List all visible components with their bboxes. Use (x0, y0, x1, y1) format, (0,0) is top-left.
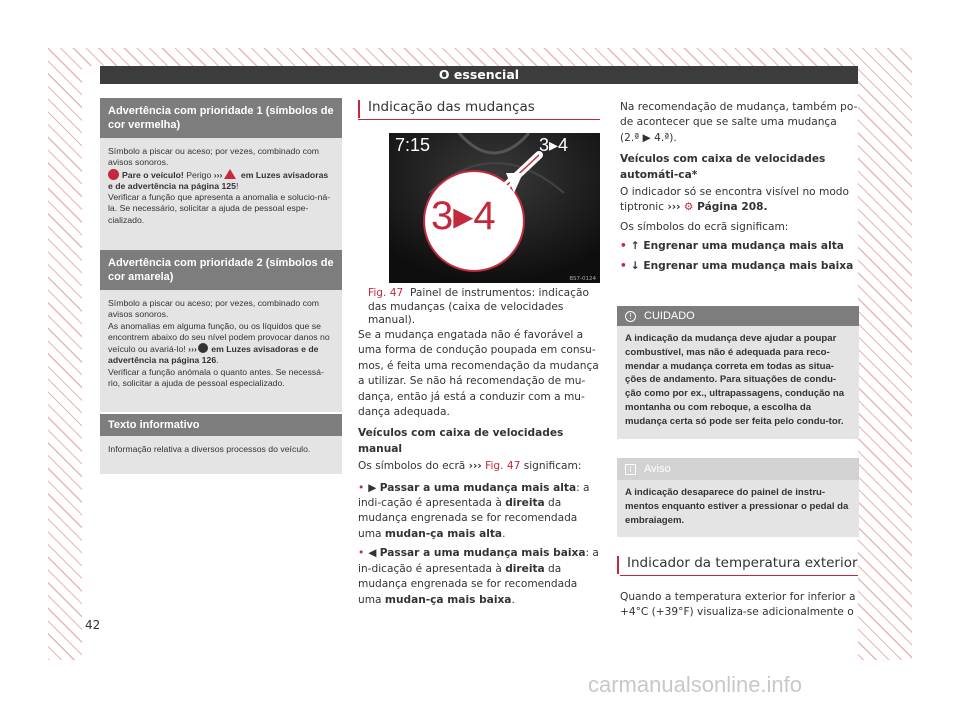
caution-text: A indicação da mudança deve ajudar a poupar combustível, mas não é adequada para reco-mendar a mudança correta em todas as situa-ções de andamento. Para situações de condu-ção como por ex., ultrapassagens, condução na montanha ou com reboque, a escolha da mudança certa só pode ser feita pelo condu-tor. (625, 333, 845, 427)
temp-section (620, 556, 858, 576)
middle-text: Se a mudança engatada não é favorável a uma forma de condução poupada em consu-mos, é feita uma recomendação da mudança a utilizar. Se não há recomendação de mu-dança, então já está a conduzir com a mu-dança adequada. Veículos com caixa de velocidades manual Os símbolos do ecrã ››› Fig. 47 significam: • ▶ Passar a uma mudança mais alta: a indi-cação é apresentada à direita da mudança engrenada se for recomendada uma mudan-ça mais alta. • ◀ Passar a uma mudança mais baixa: a in-dicação é apresentada à direita da mudança engrenada se for recomendada uma mudan-ça mais baixa. (358, 328, 600, 608)
notice-label: Aviso (644, 463, 671, 475)
watermark: carmanualsonline.info (588, 672, 803, 697)
info-circle-icon: ! (625, 311, 636, 322)
bullet-down: • ↓ Engrenar uma mudança mais baixa (620, 259, 854, 272)
figure-ref-link[interactable]: Fig. 47 (481, 460, 521, 473)
section-header: O essencial (100, 66, 858, 84)
warning-priority-2-box (100, 250, 342, 412)
arrow-left-icon: ◀ (368, 547, 377, 560)
notice-box (617, 458, 859, 537)
small-gear-indicator: 3▸4 (539, 135, 569, 155)
warning-triangle-icon (224, 169, 236, 179)
book-icon: ⚙ (683, 201, 694, 214)
figure-code: BS7-0124 (569, 276, 596, 282)
exclamation-icon (198, 343, 208, 353)
subheading-automatic: Veículos com caixa de velocidades automáti-ca* (620, 153, 826, 181)
cross-ref-link[interactable]: em Luzes avisadoras e de advertência na página 125 (108, 169, 329, 191)
temp-paragraph: Quando a temperatura exterior for inferior a +4°C (+39°F) visualiza-se adicionalmente o (620, 591, 856, 619)
warning-priority-1-box (100, 98, 342, 256)
box-body: Símbolo a piscar ou aceso; por vezes, combinado com avisos sonoros. Pare o veículo! Perigo ››› em Luzes avisadoras e de advertência na página 125! Verificar a função que apresenta a anomalia e solucio-ná-la. Se necessário, solicitar a ajuda de pessoal espe-cializado. (108, 146, 331, 225)
box-body: Símbolo a piscar ou aceso; por vezes, combinado com avisos sonoros. As anomalias em alguma função, ou os líquidos que se encontrem abaixo do seu nível podem provocar danos no veículo ou avariá-lo! ››› em Luzes avisadoras e de advertência na página 126. Verificar a função anómala o quanto antes. Se necessá-rio, solicitar a ajuda de pessoal especializado. (108, 298, 330, 389)
time-display: 7:15 (395, 135, 431, 155)
info-icon: i (625, 464, 636, 475)
figure-label: Fig. 47 (368, 287, 404, 299)
notice-text: A indicação desaparece do painel de instru-mentos enquanto estiver a pressionar o pedal da embraiagem. (625, 487, 849, 526)
page-number: 42 (85, 618, 101, 632)
bullet-up: • ↑ Engrenar uma mudança mais alta (620, 240, 844, 253)
box-body: Informação relativa a diversos processos do veículo. (108, 444, 311, 454)
heading-accent (617, 556, 619, 574)
bullet-lower-gear: • ◀ Passar a uma mudança mais baixa: a in-dicação é apresentada à direita da mudança engrenada se for recomendada uma mudan-ça mais baixa. (358, 547, 599, 606)
subheading-manual: Veículos com caixa de velocidades manual (358, 427, 564, 455)
arrow-right-icon: ▶ (368, 481, 377, 494)
box-title: Texto informativo (100, 414, 342, 436)
middle-heading-wrap (358, 100, 600, 120)
caution-label: CUIDADO (644, 310, 695, 322)
big-gear-indicator: 3▸4 (431, 194, 496, 238)
stop-icon (108, 169, 119, 180)
section-heading: Indicação das mudanças (358, 100, 600, 120)
caution-box (617, 306, 859, 439)
temp-heading: Indicador da temperatura exterior (620, 556, 858, 576)
page-ref-link[interactable]: Página 208. (693, 201, 768, 214)
info-text-box (100, 414, 342, 474)
box-title: Advertência com prioridade 1 (símbolos de cor vermelha) (100, 98, 342, 138)
skip-gear-paragraph: Na recomendação de mudança, também po-de acontecer que se salte uma mudança (2.ª ▶ 4.ª). (620, 101, 858, 144)
box-title: Advertência com prioridade 2 (símbolos de cor amarela) (100, 250, 342, 290)
bullet-higher-gear: • ▶ Passar a uma mudança mais alta: a indi-cação é apresentada à direita da mudança engrenada se for recomendada uma mudan-ça mais alta. (358, 481, 590, 540)
instrument-panel-figure (389, 133, 600, 283)
cross-ref-link[interactable]: em Luzes avisadoras e de advertência na página 126 (108, 344, 319, 366)
heading-accent (358, 100, 360, 118)
right-text: Na recomendação de mudança, também po-de acontecer que se salte uma mudança (2.ª ▶ 4.ª). Veículos com caixa de velocidades automáti-ca* O indicador só se encontra visível no modo tiptronic ››› ⚙ Página 208. Os símbolos do ecrã significam: • ↑ Engrenar uma mudança mais alta • ↓ Engrenar uma mudança mais baixa (620, 100, 858, 274)
intro-paragraph: Se a mudança engatada não é favorável a uma forma de condução poupada em consu-mos, é feita uma recomendação da mudança a utilizar. Se não há recomendação de mu-dança, então já está a conduzir com a mu-dança adequada. (358, 329, 599, 419)
figure-caption: Fig. 47 Painel de instrumentos: indicação das mudanças (caixa de velocidades manual). (368, 287, 589, 326)
